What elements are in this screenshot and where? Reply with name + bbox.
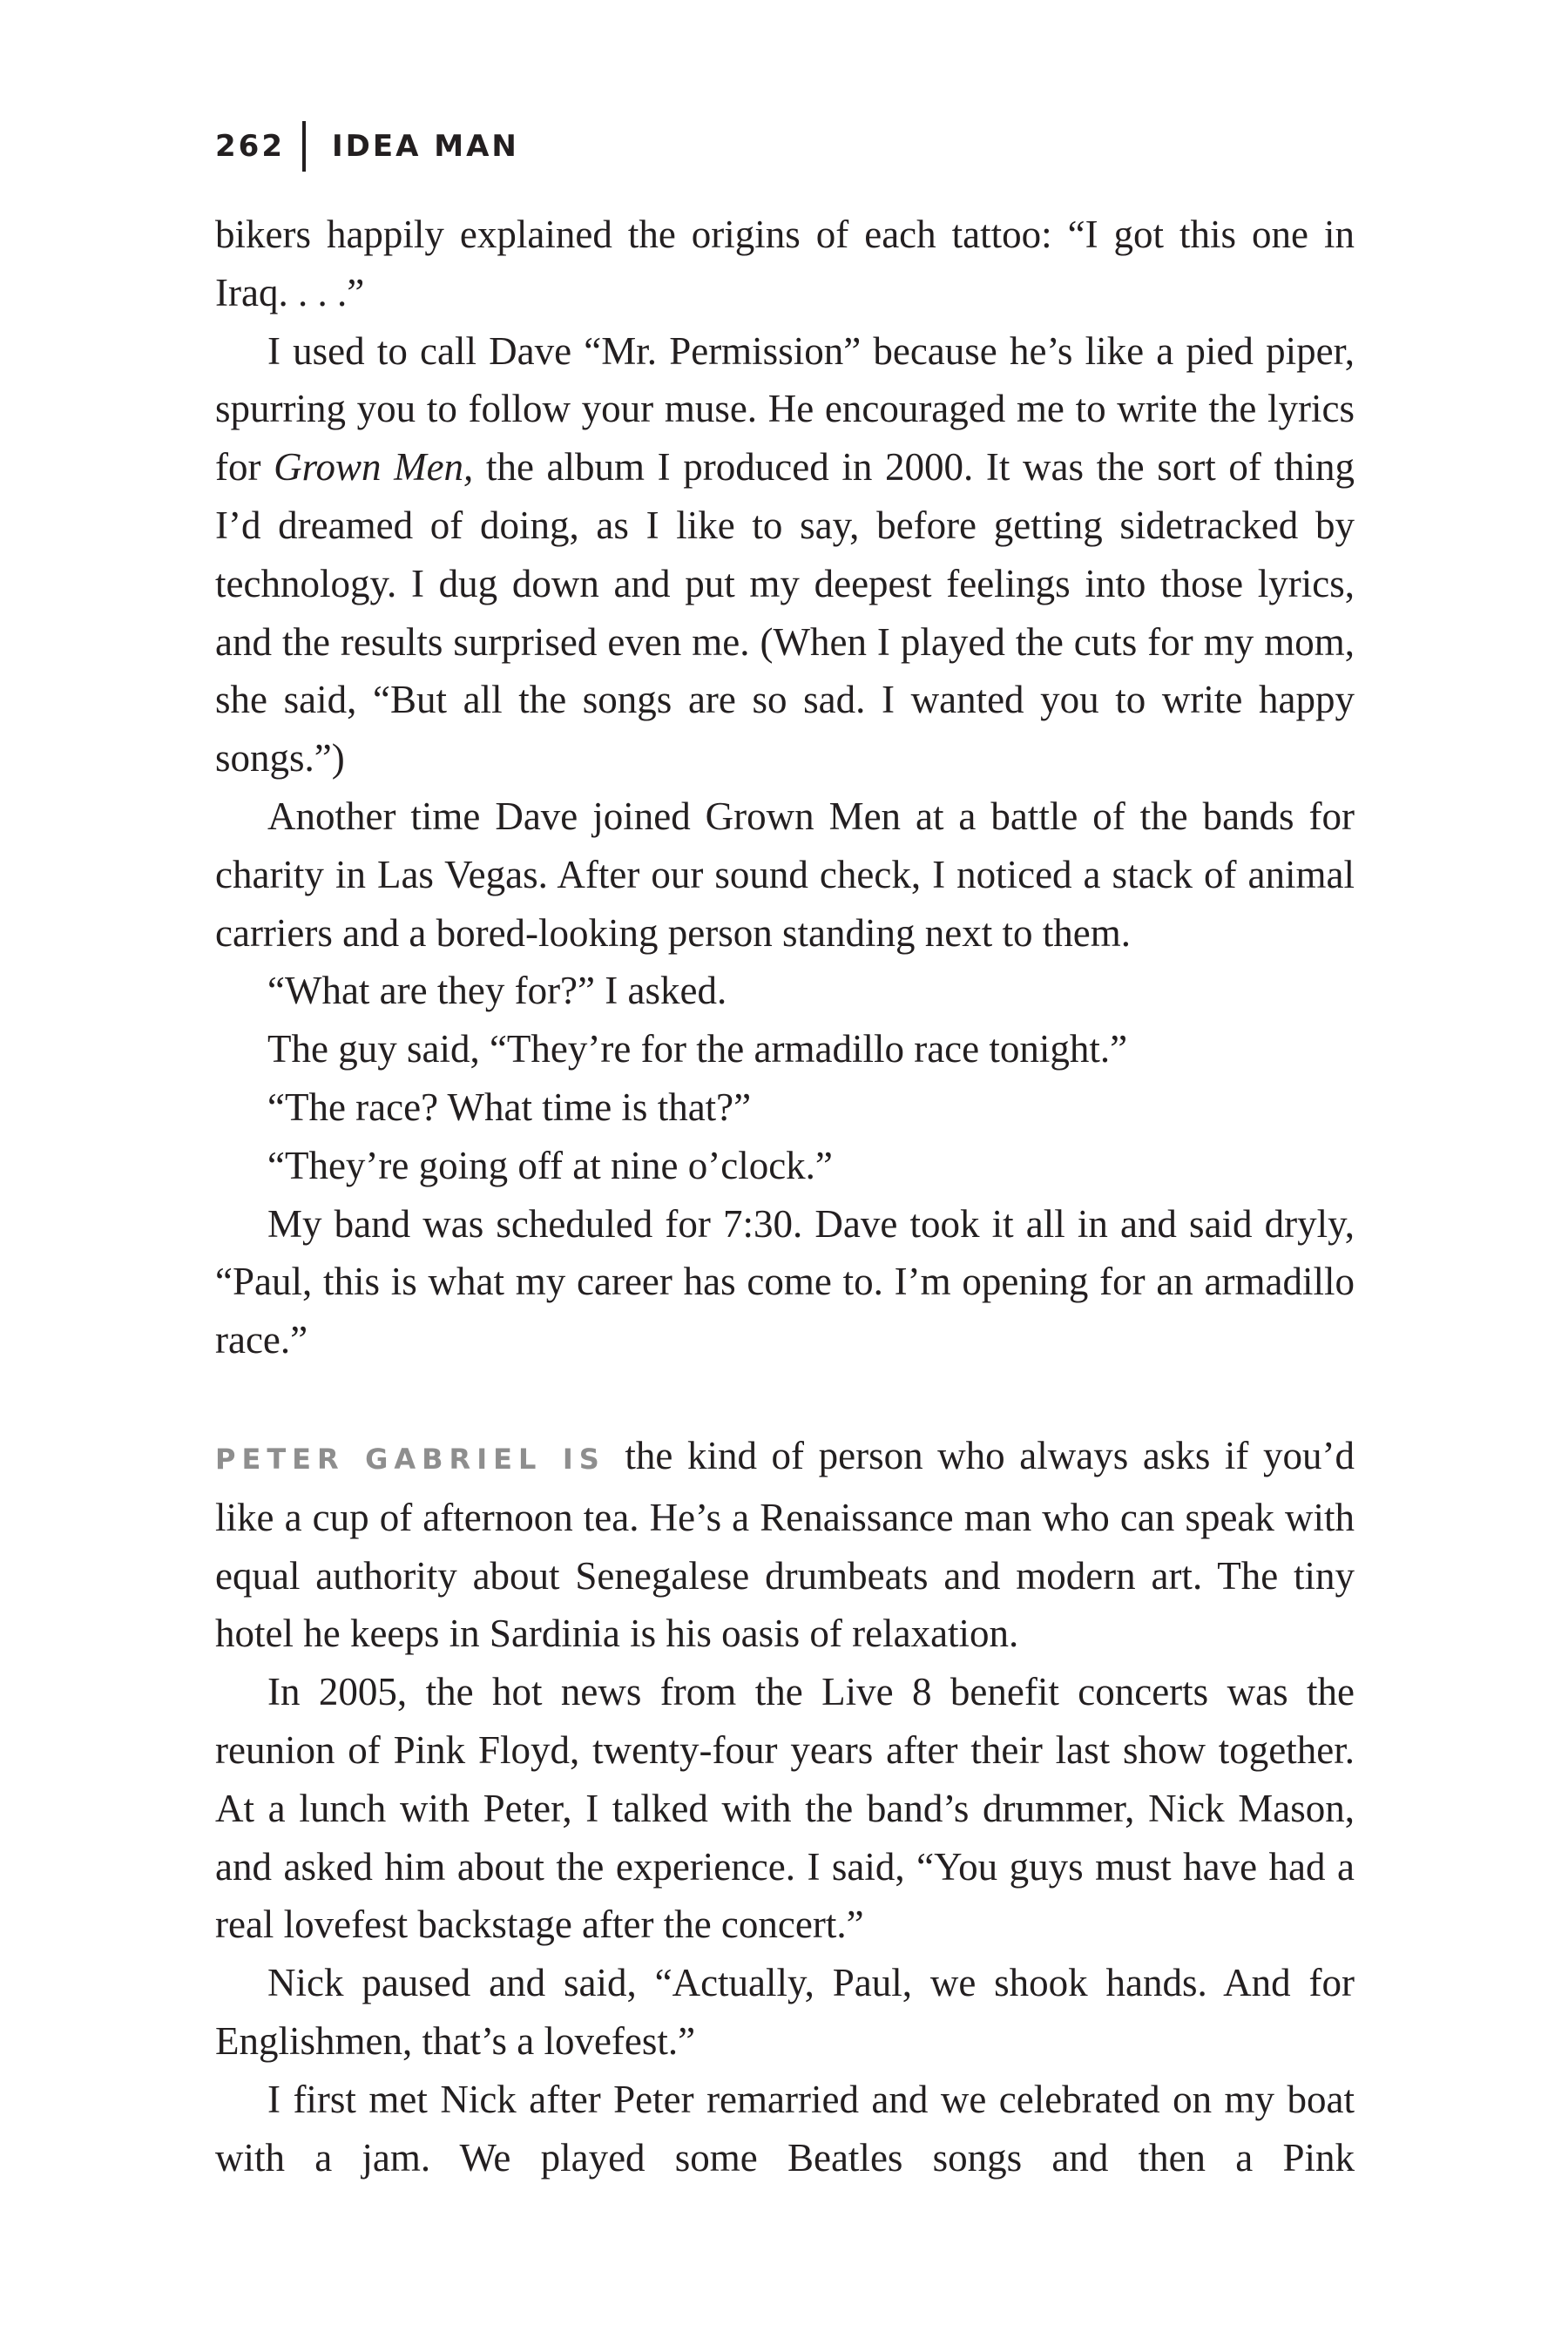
album-title: Grown Men, — [274, 445, 474, 490]
paragraph: “The race? What time is that?” — [267, 1085, 752, 1129]
paragraph: In 2005, the hot news from the Live 8 benefit concerts was the reunion of Pink Floyd, twenty-four years after their last show together. At a lunch with Peter, I talked with the band’s drummer, Nick Mason, and asked him about the experience. I said, “You guys must have had a real lovefest backstage after the concert.” — [215, 1670, 1355, 1947]
paragraph: “What are they for?” I asked. — [267, 969, 727, 1013]
paragraph: The guy said, “They’re for the armadillo race tonight.” — [267, 1027, 1128, 1071]
paragraph: Nick paused and said, “Actually, Paul, we shook hands. And for Englishmen, that’s a lovefest.” — [215, 1961, 1355, 2063]
running-head — [215, 120, 519, 172]
paragraph: My band was scheduled for 7:30. Dave took it all in and said dryly, “Paul, this is what my career has come to. I’m opening for an armadillo race.” — [215, 1201, 1355, 1362]
paragraph-text: I used to call Dave “Mr. Permission” because he’s like a pied piper, spurring you to follow your muse. He encouraged me to write the lyrics for — [215, 328, 1355, 490]
paragraph — [215, 322, 1355, 787]
page-number: 262 — [215, 129, 285, 164]
section-lead-in: PETER GABRIEL IS — [215, 1442, 605, 1476]
body-text — [215, 206, 1355, 2186]
book-title: IDEA MAN — [331, 129, 519, 164]
header-divider — [302, 121, 306, 172]
paragraph: bikers happily explained the origins of each tattoo: “I got this one in Iraq. . . .” — [215, 213, 1355, 314]
section-opening-paragraph — [215, 1427, 1355, 1663]
paragraph: “They’re going off at nine o’clock.” — [267, 1143, 833, 1187]
paragraph: Another time Dave joined Grown Men at a battle of the bands for charity in Las Vegas. After our sound check, I noticed a stack of animal carriers and a bored-looking person standing next to them. — [215, 794, 1355, 955]
paragraph-text: the kind of person who always asks if you’d like a cup of afternoon tea. He’s a Renaissance man who can speak with equal authority about Senegalese drumbeats and modern art. The tiny hotel he keeps in Sardinia is his oasis of relaxation. — [215, 1433, 1355, 1656]
paragraph-text: the album I produced in 2000. It was the sort of thing I’d dreamed of doing, as I like to say, before getting sidetracked by technology. I dug down and put my deepest feelings into those lyrics, and the results surprised even me. (When I played the cuts for my mom, she said, “But all the songs are so sad. I wanted you to write happy songs.”) — [215, 445, 1355, 781]
paragraph: I first met Nick after Peter remarried and we celebrated on my boat with a jam. We played some Beatles songs and then a Pink — [215, 2077, 1355, 2180]
